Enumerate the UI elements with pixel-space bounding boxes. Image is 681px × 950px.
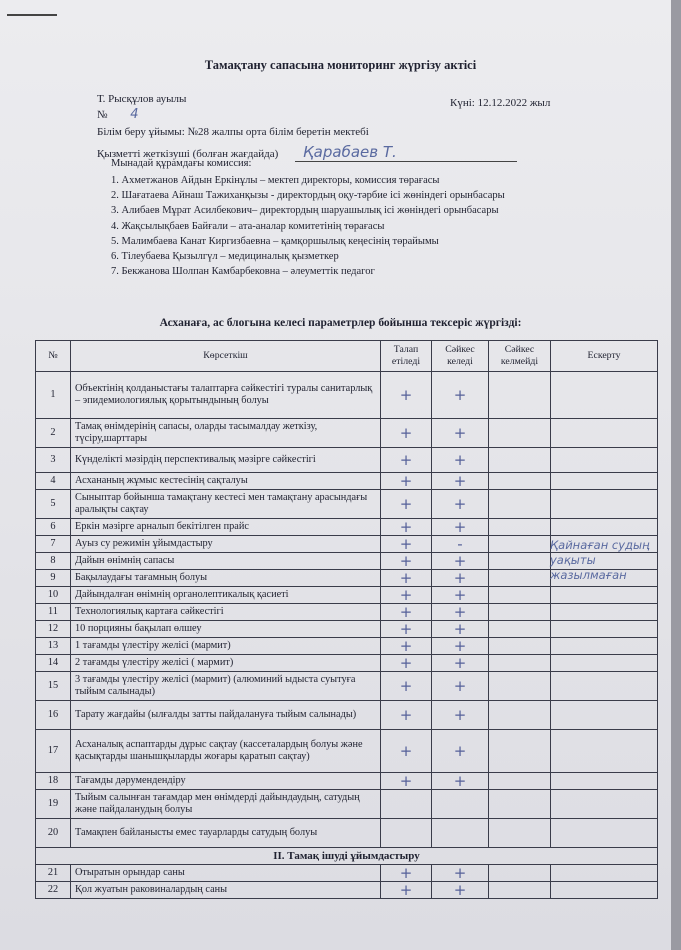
row-noncompliant-mark xyxy=(489,570,551,587)
row-indicator: Тарату жағдайы (ылғалды затты пайдалануға тыйым салынады) xyxy=(71,701,381,730)
row-note xyxy=(551,419,658,448)
row-note xyxy=(551,604,658,621)
row-required-mark: + xyxy=(381,448,432,473)
section-title: II. Тамақ ішуді ұйымдастыру xyxy=(36,848,658,865)
row-required-mark: + xyxy=(381,655,432,672)
row-indicator: Тамақ өнімдерінің сапасы, оларды тасымалдау жеткізу, түсіру,шарттары xyxy=(71,419,381,448)
table-row xyxy=(36,490,658,519)
row-indicator: Дайындалған өнімнің органолептикалық қасиеті xyxy=(71,587,381,604)
supplier-label: Қызметті жеткізуші (болған жағдайда) xyxy=(97,148,279,160)
row-compliant-mark: + xyxy=(432,655,489,672)
row-required-mark: + xyxy=(381,865,432,882)
row-compliant-mark: + xyxy=(432,570,489,587)
row-indicator: Күнделікті мәзірдің перспективалық мәзірге сәйкестігі xyxy=(71,448,381,473)
row-note xyxy=(551,730,658,773)
row-required-mark: + xyxy=(381,621,432,638)
row-number: 21 xyxy=(36,865,71,882)
row-indicator: Бақылаудағы тағамның болуы xyxy=(71,570,381,587)
row-number: 3 xyxy=(36,448,71,473)
table-row xyxy=(36,882,658,899)
row-number: 9 xyxy=(36,570,71,587)
date: Күні: 12.12.2022 жыл xyxy=(450,97,551,109)
row-number: 4 xyxy=(36,473,71,490)
inspection-table xyxy=(35,340,658,899)
row-compliant-mark: + xyxy=(432,519,489,536)
row-compliant-mark: + xyxy=(432,701,489,730)
row-indicator: 10 порцияны бақылап өлшеу xyxy=(71,621,381,638)
table-row xyxy=(36,372,658,419)
row-required-mark: + xyxy=(381,587,432,604)
row-compliant-mark: - xyxy=(432,536,489,553)
row-number: 19 xyxy=(36,790,71,819)
row-indicator: Тамақпен байланысты емес тауарларды сатудың болуы xyxy=(71,819,381,848)
header-compliant: Сәйкес келеді xyxy=(432,341,489,372)
row-noncompliant-mark xyxy=(489,638,551,655)
row-compliant-mark: + xyxy=(432,865,489,882)
row-noncompliant-mark xyxy=(489,490,551,519)
row-number: 11 xyxy=(36,604,71,621)
member-item: 3. Алибаев Мұрат Асилбекович– директордың шаруашылық ісі жөніндегі орынбасары xyxy=(111,205,499,217)
row-compliant-mark: + xyxy=(432,473,489,490)
table-row xyxy=(36,519,658,536)
row-number: 2 xyxy=(36,419,71,448)
row-noncompliant-mark xyxy=(489,419,551,448)
row-number: 6 xyxy=(36,519,71,536)
number-value: 4 xyxy=(130,107,139,122)
row-note xyxy=(551,519,658,536)
row-number: 10 xyxy=(36,587,71,604)
row-compliant-mark: + xyxy=(432,638,489,655)
header-note: Ескерту xyxy=(551,341,658,372)
table-row xyxy=(36,701,658,730)
row-compliant-mark: + xyxy=(432,773,489,790)
header-indicator: Көрсеткіш xyxy=(71,341,381,372)
row-number: 12 xyxy=(36,621,71,638)
table-row xyxy=(36,638,658,655)
row-number: 22 xyxy=(36,882,71,899)
table-row xyxy=(36,587,658,604)
row-number: 16 xyxy=(36,701,71,730)
row-note xyxy=(551,819,658,848)
table-title: Асханаға, ас блогына келесі параметрлер бойынша тексеріс жүргізді: xyxy=(159,317,522,329)
table-row xyxy=(36,730,658,773)
row-indicator: 3 тағамды үлестіру желісі (мармит) (алюминий ыдыста суытуға тыйым салынады) xyxy=(71,672,381,701)
row-indicator: Асхананың жұмыс кестесінің сақталуы xyxy=(71,473,381,490)
table-row xyxy=(36,604,658,621)
row-compliant-mark xyxy=(432,819,489,848)
row-required-mark: + xyxy=(381,882,432,899)
row-required-mark xyxy=(381,819,432,848)
row-required-mark: + xyxy=(381,773,432,790)
member-item: 2. Шағатаева Айнаш Тажиханқызы - директордың оқу-тәрбие ісі жөніндегі орынбасары xyxy=(111,190,505,202)
handwritten-note: Қайнаған судың уақыты жазылмаған xyxy=(550,538,650,582)
row-compliant-mark: + xyxy=(432,882,489,899)
row-required-mark: + xyxy=(381,490,432,519)
row-noncompliant-mark xyxy=(489,672,551,701)
row-indicator: Еркін мәзірге арналып бекітілген прайс xyxy=(71,519,381,536)
row-number: 14 xyxy=(36,655,71,672)
row-noncompliant-mark xyxy=(489,553,551,570)
row-noncompliant-mark xyxy=(489,790,551,819)
member-item: 4. Жақсылықбаев Байғали – ата-аналар комитетінің төрағасы xyxy=(111,220,385,232)
row-noncompliant-mark xyxy=(489,473,551,490)
row-noncompliant-mark xyxy=(489,604,551,621)
row-required-mark: + xyxy=(381,701,432,730)
row-note xyxy=(551,621,658,638)
row-required-mark: + xyxy=(381,672,432,701)
table-row xyxy=(36,819,658,848)
row-compliant-mark: + xyxy=(432,672,489,701)
table-row xyxy=(36,655,658,672)
row-noncompliant-mark xyxy=(489,655,551,672)
row-indicator: Дайын өнімнің сапасы xyxy=(71,553,381,570)
row-noncompliant-mark xyxy=(489,730,551,773)
row-indicator: Тыйым салынған тағамдар мен өнімдерді дайындаудың, сатудың және пайдаланудың болуы xyxy=(71,790,381,819)
row-indicator: Асханалық аспаптарды дұрыс сақтау (кассеталардың болуы және қасықтарды шанышқыларды жоғары қаратып сақтау) xyxy=(71,730,381,773)
row-required-mark xyxy=(381,790,432,819)
header-noncompliant: Сәйкес келмейді xyxy=(489,341,551,372)
row-required-mark: + xyxy=(381,372,432,419)
row-compliant-mark: + xyxy=(432,490,489,519)
row-note xyxy=(551,372,658,419)
row-noncompliant-mark xyxy=(489,701,551,730)
document-title: Тамақтану сапасына мониторинг жүргізу актісі xyxy=(204,58,477,72)
table-row xyxy=(36,419,658,448)
row-required-mark: + xyxy=(381,473,432,490)
row-compliant-mark: + xyxy=(432,730,489,773)
commission-members xyxy=(111,173,505,279)
row-noncompliant-mark xyxy=(489,448,551,473)
table-row xyxy=(36,790,658,819)
row-note xyxy=(551,490,658,519)
member-item: 1. Ахметжанов Айдын Еркінұлы – мектеп директоры, комиссия төрағасы xyxy=(111,175,440,186)
school: Білім беру ұйымы: №28 жалпы орта білім беретін мектебі xyxy=(97,126,369,138)
row-noncompliant-mark xyxy=(489,882,551,899)
row-note xyxy=(551,882,658,899)
number-label: № xyxy=(97,109,108,121)
row-compliant-mark: + xyxy=(432,553,489,570)
row-required-mark: + xyxy=(381,638,432,655)
row-required-mark: + xyxy=(381,730,432,773)
row-indicator: 2 тағамды үлестіру желісі ( мармит) xyxy=(71,655,381,672)
village: Т. Рысқұлов ауылы xyxy=(97,93,187,105)
row-number: 8 xyxy=(36,553,71,570)
row-number: 7 xyxy=(36,536,71,553)
row-indicator: Тағамды дәрумендендіру xyxy=(71,773,381,790)
row-note xyxy=(551,655,658,672)
row-note xyxy=(551,701,658,730)
table-row xyxy=(36,773,658,790)
table-row xyxy=(36,865,658,882)
page-edge xyxy=(671,0,681,950)
table-row xyxy=(36,672,658,701)
row-required-mark: + xyxy=(381,553,432,570)
member-item: 7. Бекжанова Шолпан Камбарбековна – әлеуметтік педагог xyxy=(111,266,375,278)
row-indicator: Технологиялық картаға сәйкестігі xyxy=(71,604,381,621)
row-noncompliant-mark xyxy=(489,519,551,536)
row-noncompliant-mark xyxy=(489,819,551,848)
table-row xyxy=(36,621,658,638)
row-required-mark: + xyxy=(381,536,432,553)
row-note xyxy=(551,638,658,655)
row-noncompliant-mark xyxy=(489,865,551,882)
table-row xyxy=(36,473,658,490)
row-number: 20 xyxy=(36,819,71,848)
row-number: 15 xyxy=(36,672,71,701)
act-number xyxy=(97,107,139,122)
row-noncompliant-mark xyxy=(489,773,551,790)
header-number: № xyxy=(36,341,71,372)
member-item: 5. Малимбаева Канат Киргизбаевна – қамқоршылық кеңесінің төрайымы xyxy=(111,235,439,247)
row-number: 18 xyxy=(36,773,71,790)
supplier-value: Қарабаев Т. xyxy=(295,143,517,162)
row-note xyxy=(551,790,658,819)
row-indicator: Ауыз су режимін ұйымдастыру xyxy=(71,536,381,553)
row-required-mark: + xyxy=(381,604,432,621)
row-number: 17 xyxy=(36,730,71,773)
row-note xyxy=(551,473,658,490)
row-number: 1 xyxy=(36,372,71,419)
section-row xyxy=(36,848,658,865)
row-note xyxy=(551,865,658,882)
row-note xyxy=(551,448,658,473)
pen-mark xyxy=(7,14,57,16)
row-required-mark: + xyxy=(381,419,432,448)
commission-intro: Мынадай құрамдағы комиссия: xyxy=(111,158,252,169)
row-noncompliant-mark xyxy=(489,621,551,638)
row-note xyxy=(551,773,658,790)
row-compliant-mark: + xyxy=(432,587,489,604)
row-indicator: Отыратын орындар саны xyxy=(71,865,381,882)
row-number: 13 xyxy=(36,638,71,655)
table-header-row xyxy=(36,341,658,372)
row-noncompliant-mark xyxy=(489,536,551,553)
row-indicator: 1 тағамды үлестіру желісі (мармит) xyxy=(71,638,381,655)
row-compliant-mark: + xyxy=(432,604,489,621)
row-note xyxy=(551,587,658,604)
header-required: Талап етіледі xyxy=(381,341,432,372)
row-compliant-mark xyxy=(432,790,489,819)
row-compliant-mark: + xyxy=(432,419,489,448)
row-compliant-mark: + xyxy=(432,372,489,419)
row-indicator: Сыныптар бойынша тамақтану кестесі мен тамақтану арасындағы аралықты сақтау xyxy=(71,490,381,519)
member-item: 6. Тілеубаева Қызылгүл – медициналық қызметкер xyxy=(111,251,339,263)
table-row xyxy=(36,448,658,473)
row-noncompliant-mark xyxy=(489,587,551,604)
row-note xyxy=(551,672,658,701)
row-noncompliant-mark xyxy=(489,372,551,419)
row-indicator: Объектінің қолданыстағы талаптарға сәйкестігі туралы санитарлық – эпидемиологиялық қорытындының болуы xyxy=(71,372,381,419)
row-compliant-mark: + xyxy=(432,448,489,473)
row-compliant-mark: + xyxy=(432,621,489,638)
row-required-mark: + xyxy=(381,519,432,536)
row-indicator: Қол жуатын раковиналардың саны xyxy=(71,882,381,899)
row-number: 5 xyxy=(36,490,71,519)
row-required-mark: + xyxy=(381,570,432,587)
